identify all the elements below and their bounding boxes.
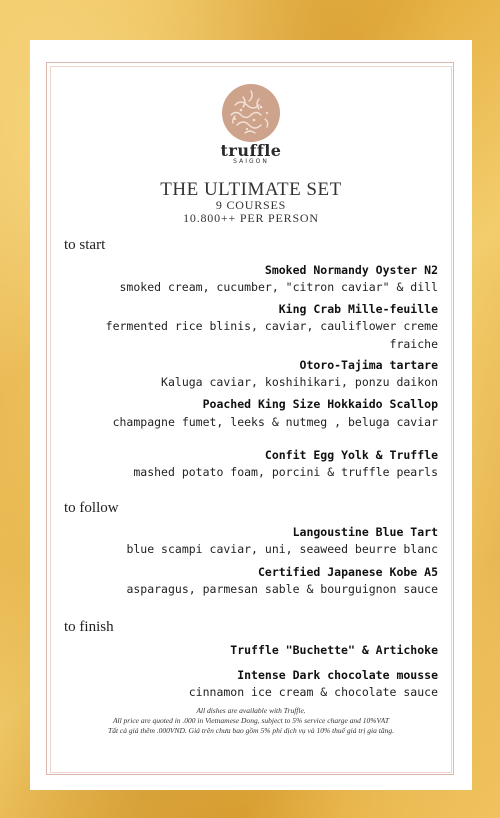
dish-name: King Crab Mille-feuille [278,302,438,316]
dish-description: mashed potato foam, porcini & truffle pearls [133,465,438,479]
section-title-finish: to finish [64,619,114,635]
dish-description: asparagus, parmesan sable & bourguignon sauce [126,582,438,596]
dish-name: Langoustine Blue Tart [292,525,438,539]
footer-note-truffle: All dishes are available with Truffle. [196,706,306,715]
set-title: THE ULTIMATE SET [160,179,342,200]
brand-name: truffle [220,141,282,160]
dish-name: Intense Dark chocolate mousse [237,668,438,682]
dish-name: Smoked Normandy Oyster N2 [264,263,438,277]
dish-description: blue scampi caviar, uni, seaweed beurre blanc [126,542,438,556]
dish-description: Kaluga caviar, koshihikari, ponzu daikon [161,375,438,389]
dish-name: Confit Egg Yolk & Truffle [264,448,438,462]
set-courses: 9 COURSES [215,198,287,212]
dish-name: Poached King Size Hokkaido Scallop [202,397,438,411]
dish-description: smoked cream, cucumber, "citron caviar" & dill [119,280,438,294]
section-title-start: to start [64,237,106,253]
footer-note-price-vietnamese: Tất cả giá thêm .000VND. Giá trên chưa bao gồm 5% phí dịch vụ và 10% thuế giá trị gia tăng. [108,726,394,735]
dish-description: fermented rice blinis, caviar, cauliflower creme [105,319,438,333]
dish-name: Certified Japanese Kobe A5 [257,565,438,579]
dish-description: cinnamon ice cream & chocolate sauce [188,685,438,699]
section-title-follow: to follow [64,500,119,516]
dish-name: Otoro-Tajima tartare [299,358,438,372]
truffle-logo-icon [221,83,281,143]
dish-name: Truffle "Buchette" & Artichoke [230,643,438,657]
menu-card [30,40,472,790]
dish-description: champagne fumet, leeks & nutmeg , beluga caviar [112,415,438,429]
set-price: 10.800++ PER PERSON [183,211,319,225]
brand-location: SAIGON [233,158,269,165]
footer-note-price: All price are quoted in .000 in Vietnamese Dong, subject to 5% service charge and 10%VAT [112,716,390,725]
dish-description: fraiche [389,337,438,351]
